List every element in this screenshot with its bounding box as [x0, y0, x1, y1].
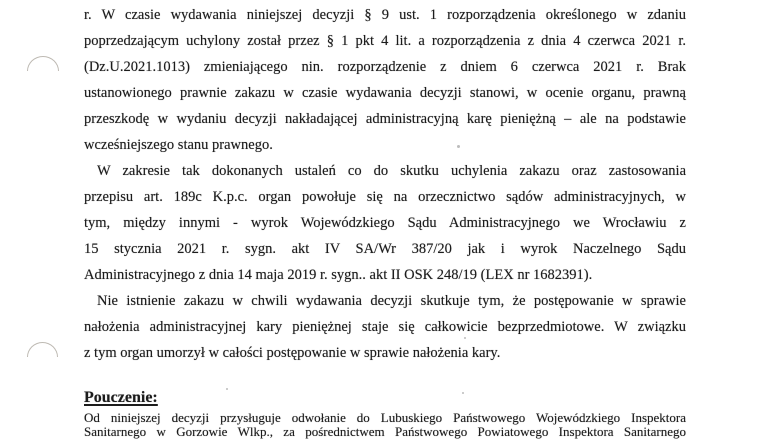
body-line: (Dz.U.2021.1013) zmieniającego nin. rozporządzenie z dniem 6 czerwca 2021 r. Brak	[84, 59, 686, 75]
scan-speck-artifact	[462, 392, 464, 394]
body-line: Administracyjnego z dnia 14 maja 2019 r. sygn.. akt II OSK 248/19 (LEX nr 1682391).	[84, 267, 593, 283]
scan-arc-artifact	[27, 342, 58, 357]
body-line: z tym organ umorzył w całości postępowanie w sprawie nałożenia kary.	[84, 345, 501, 361]
body-line: 15 stycznia 2021 r. sygn. akt IV SA/Wr 387/20 jak i wyrok Naczelnego Sądu	[84, 241, 686, 257]
body-line: nałożenia administracyjnej kary pieniężnej staje się całkowicie bezprzedmiotowe. W związku	[84, 319, 686, 335]
body-line: przeszkodę w wydaniu decyzji nakładającej administracyjną karę pieniężną – ale na podstawie	[84, 111, 686, 127]
pouczenie-line-clipped: Sanitarnego w Gorzowie Wlkp., za pośrednictwem Państwowego Powiatowego Inspektora Sanitarnego	[84, 423, 686, 439]
body-line: r. W czasie wydawania niniejszej decyzji § 9 ust. 1 rozporządzenia określonego w zdaniu	[84, 7, 686, 23]
body-line: Nie istnienie zakazu w chwili wydawania decyzji skutkuje tym, że postępowanie w sprawie	[97, 293, 686, 309]
body-line: wcześniejszego stanu prawnego.	[84, 137, 273, 153]
pouczenie-line: Od niniejszej decyzji przysługuje odwołanie do Lubuskiego Państwowego Wojewódzkiego Inspektora	[84, 410, 686, 425]
scan-speck-artifact	[226, 388, 228, 390]
decision-body	[84, 2, 686, 366]
body-line: ustanowionego prawnie zakazu w czasie wydawania decyzji stanowi, w ocenie organu, prawną	[84, 85, 686, 101]
scan-arc-artifact	[27, 56, 59, 71]
pouczenie-paragraph	[84, 411, 686, 438]
body-line: poprzedzającym uchylony został przez § 1 pkt 4 lit. a rozporządzenia z dnia 4 czerwca 2021 r.	[84, 33, 686, 49]
body-line: przepisu art. 189c K.p.c. organ powołuje się na orzecznictwo sądów administracyjnych, w	[84, 189, 686, 205]
body-line: W zakresie tak dokonanych ustaleń co do skutku uchylenia zakazu oraz zastosowania	[97, 163, 686, 179]
body-line: tym, między innymi - wyrok Wojewódzkiego Sądu Administracyjnego we Wrocławiu z	[84, 215, 686, 231]
pouczenie-heading: Pouczenie:	[84, 389, 158, 406]
